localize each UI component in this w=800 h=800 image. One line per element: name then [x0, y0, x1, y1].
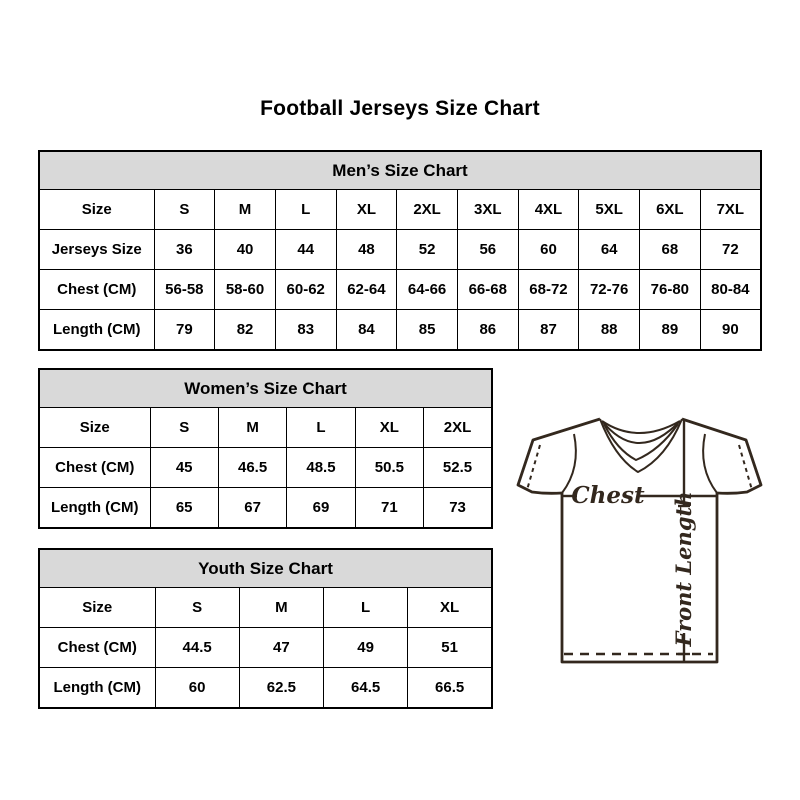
womens-size-table: [38, 368, 493, 529]
value-cell: 68-72: [518, 270, 579, 310]
value-cell: M: [218, 408, 286, 448]
youth-size-table: [38, 548, 493, 709]
table-row: [39, 668, 492, 709]
value-cell: 64: [579, 230, 640, 270]
value-cell: 44: [275, 230, 336, 270]
value-cell: XL: [355, 408, 423, 448]
value-cell: 86: [457, 310, 518, 351]
front-length-label: Front Length: [671, 491, 696, 647]
value-cell: 73: [424, 488, 492, 529]
value-cell: 64.5: [324, 668, 408, 709]
value-cell: 49: [324, 628, 408, 668]
value-cell: 67: [218, 488, 286, 529]
value-cell: L: [275, 190, 336, 230]
table-title: Women’s Size Chart: [39, 369, 492, 408]
value-cell: XL: [408, 588, 492, 628]
value-cell: 40: [215, 230, 276, 270]
value-cell: 89: [640, 310, 701, 351]
value-cell: 60: [518, 230, 579, 270]
row-header-cell: Length (CM): [39, 668, 155, 709]
value-cell: 80-84: [700, 270, 761, 310]
value-cell: 45: [150, 448, 218, 488]
value-cell: 85: [397, 310, 458, 351]
value-cell: 83: [275, 310, 336, 351]
value-cell: 65: [150, 488, 218, 529]
value-cell: 3XL: [457, 190, 518, 230]
value-cell: S: [154, 190, 215, 230]
table-section-header: [39, 549, 492, 588]
row-header-cell: Length (CM): [39, 488, 150, 529]
value-cell: 46.5: [218, 448, 286, 488]
value-cell: 66.5: [408, 668, 492, 709]
value-cell: 60-62: [275, 270, 336, 310]
value-cell: L: [324, 588, 408, 628]
value-cell: XL: [336, 190, 397, 230]
value-cell: 72-76: [579, 270, 640, 310]
table-title: Men’s Size Chart: [39, 151, 761, 190]
jersey-measurement-diagram: [500, 403, 770, 673]
value-cell: 56-58: [154, 270, 215, 310]
value-cell: S: [150, 408, 218, 448]
value-cell: 68: [640, 230, 701, 270]
row-header-cell: Length (CM): [39, 310, 154, 351]
value-cell: 71: [355, 488, 423, 529]
value-cell: 44.5: [155, 628, 239, 668]
chest-label: Chest: [571, 482, 645, 509]
table-section-header: [39, 369, 492, 408]
value-cell: 52.5: [424, 448, 492, 488]
page-title: Football Jerseys Size Chart: [260, 97, 540, 120]
value-cell: 52: [397, 230, 458, 270]
value-cell: 82: [215, 310, 276, 351]
table-title: Youth Size Chart: [39, 549, 492, 588]
row-header-cell: Chest (CM): [39, 270, 154, 310]
value-cell: 2XL: [424, 408, 492, 448]
value-cell: 62.5: [239, 668, 323, 709]
table-row: [39, 628, 492, 668]
row-header-cell: Chest (CM): [39, 628, 155, 668]
value-cell: 48.5: [287, 448, 355, 488]
row-header-cell: Jerseys Size: [39, 230, 154, 270]
table-row: [39, 190, 761, 230]
value-cell: 62-64: [336, 270, 397, 310]
value-cell: 90: [700, 310, 761, 351]
table-row: [39, 310, 761, 351]
table-row: [39, 588, 492, 628]
value-cell: 64-66: [397, 270, 458, 310]
value-cell: 51: [408, 628, 492, 668]
value-cell: 2XL: [397, 190, 458, 230]
value-cell: 87: [518, 310, 579, 351]
value-cell: 47: [239, 628, 323, 668]
value-cell: 88: [579, 310, 640, 351]
value-cell: 84: [336, 310, 397, 351]
value-cell: 76-80: [640, 270, 701, 310]
value-cell: 72: [700, 230, 761, 270]
value-cell: M: [239, 588, 323, 628]
value-cell: M: [215, 190, 276, 230]
row-header-cell: Chest (CM): [39, 448, 150, 488]
value-cell: 69: [287, 488, 355, 529]
row-header-cell: Size: [39, 190, 154, 230]
value-cell: 50.5: [355, 448, 423, 488]
value-cell: 66-68: [457, 270, 518, 310]
table-row: [39, 448, 492, 488]
value-cell: 7XL: [700, 190, 761, 230]
right-armhole-seam: [703, 434, 717, 493]
value-cell: 36: [154, 230, 215, 270]
row-header-cell: Size: [39, 588, 155, 628]
value-cell: S: [155, 588, 239, 628]
value-cell: 79: [154, 310, 215, 351]
value-cell: 4XL: [518, 190, 579, 230]
mens-size-table: [38, 150, 762, 351]
table-row: [39, 488, 492, 529]
table-row: [39, 230, 761, 270]
value-cell: 6XL: [640, 190, 701, 230]
value-cell: L: [287, 408, 355, 448]
table-row: [39, 408, 492, 448]
value-cell: 5XL: [579, 190, 640, 230]
jersey-outline: [518, 419, 761, 662]
row-header-cell: Size: [39, 408, 150, 448]
table-section-header: [39, 151, 761, 190]
table-row: [39, 270, 761, 310]
value-cell: 48: [336, 230, 397, 270]
value-cell: 58-60: [215, 270, 276, 310]
value-cell: 56: [457, 230, 518, 270]
value-cell: 60: [155, 668, 239, 709]
